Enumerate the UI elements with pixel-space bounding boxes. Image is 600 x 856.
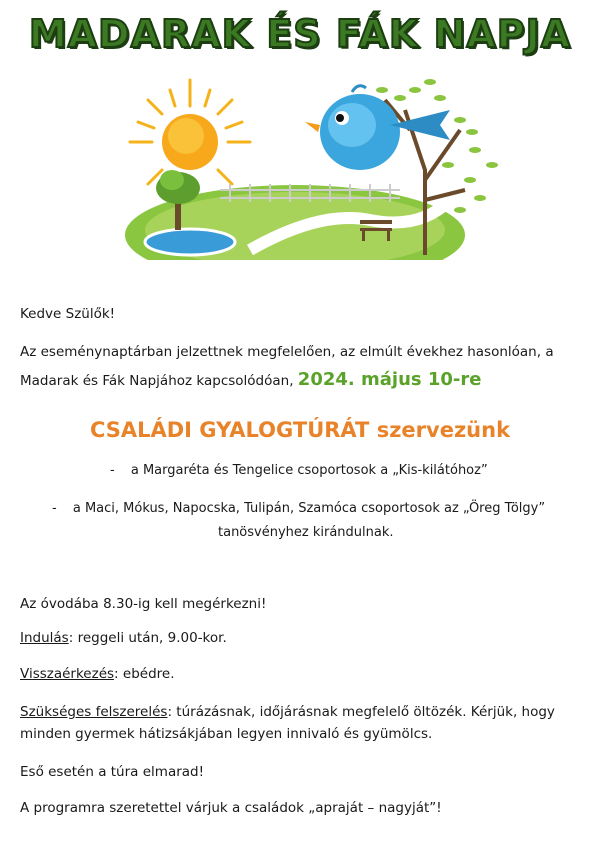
intro-line-1: Az eseménynaptárban jelzettnek megfelelően, az elmúlt évekhez hasonlóan, a	[20, 344, 554, 360]
illustration	[120, 70, 500, 260]
intro-text: Madarak és Fák Napjához kapcsolódóan,	[20, 373, 294, 389]
list-dash: -	[52, 501, 57, 516]
rain-notice: Eső esetén a túra elmarad!	[20, 764, 205, 780]
return-label: Visszaérkezés	[20, 666, 115, 682]
equipment-info	[20, 700, 576, 724]
equipment-value: : túrázásnak, időjárásnak megfelelő öltözék. Kérjük, hogy	[167, 704, 555, 720]
departure-value: : reggeli után, 9.00-kor.	[68, 630, 227, 646]
equipment-info-line-2: minden gyermek hátizsákjában legyen innivaló és gyümölcs.	[20, 726, 433, 742]
headline-tail: szervezünk	[376, 418, 511, 442]
return-value: : ebédre.	[114, 666, 175, 682]
list-item-text: a Maci, Mókus, Napocska, Tulipán, Szamóca csoportosok az „Öreg Tölgy”	[72, 501, 546, 516]
departure-label: Indulás	[20, 630, 69, 646]
list-item	[110, 460, 488, 482]
closing-line: A programra szeretettel várjuk a családok „apraját – nagyját”!	[20, 800, 442, 816]
page-title: MADARAK ÉS FÁK NAPJA	[28, 12, 572, 56]
return-info	[20, 662, 576, 686]
bird-icon	[305, 86, 450, 170]
event-date: 2024. május 10-re	[297, 369, 482, 390]
headline-main: CSALÁDI GYALOGTÚRÁT	[89, 418, 370, 442]
list-item-text: a Margaréta és Tengelice csoportosok a „Kis-kilátóhoz”	[130, 463, 488, 478]
intro-line-2	[20, 368, 576, 393]
equipment-label: Szükséges felszerelés	[20, 704, 168, 720]
event-headline	[0, 418, 600, 442]
banner	[0, 8, 600, 60]
departure-info	[20, 626, 576, 650]
list-item	[52, 498, 582, 520]
arrival-note: Az óvodába 8.30-ig kell megérkezni!	[20, 596, 267, 612]
greeting: Kedve Szülők!	[20, 306, 116, 322]
list-item-continuation: tanösvényhez kirándulnak.	[218, 525, 394, 540]
list-dash: -	[110, 463, 115, 478]
